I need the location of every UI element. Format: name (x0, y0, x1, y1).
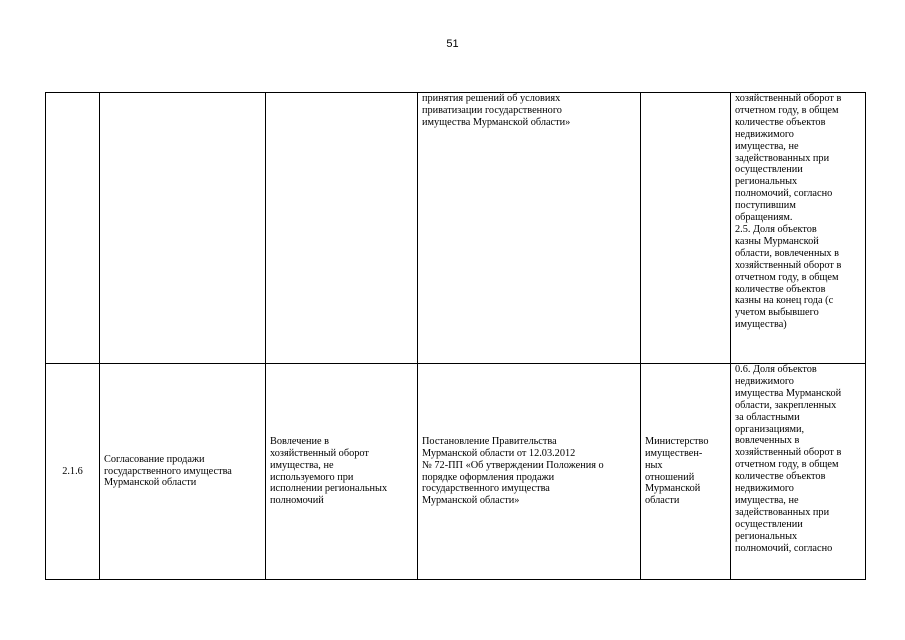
cell-indicators: хозяйственный оборот в отчетном году, в общем количестве объектов недвижимого имущества, не задействованных при осуществлении региональных полномочий, согласно поступившим обращениям. 2.5. Доля объектов казны Мурманской области, вовлеченных в хозяйственный оборот в отчетном году, в общем количестве объектов казны на конец года (с учетом выбывшего имущества) (731, 93, 866, 364)
cell-direction (266, 93, 418, 364)
cell-number: 2.1.6 (46, 364, 100, 580)
cell-document: принятия решений об условиях приватизации государственного имущества Мурманской области» (418, 93, 641, 364)
cell-executor (641, 93, 731, 364)
cell-event (100, 93, 266, 364)
page-number: 51 (446, 38, 459, 50)
measures-table (45, 92, 866, 580)
cell-document: Постановление Правительства Мурманской области от 12.03.2012 № 72-ПП «Об утверждении Положения о порядке оформления продажи государственного имущества Мурманской области» (418, 364, 641, 580)
cell-indicators: 0.6. Доля объектов недвижимого имущества Мурманской области, закрепленных за областными организациями, вовлеченных в хозяйственный оборот в отчетном году, в общем количестве объектов недвижимого имущества, не задействованных при осуществлении региональных полномочий, согласно (731, 364, 866, 580)
table-row (46, 364, 866, 580)
cell-direction: Вовлечение в хозяйственный оборот имущества, не используемого при исполнении региональных полномочий (266, 364, 418, 580)
cell-number (46, 93, 100, 364)
cell-event: Согласование продажи государственного имущества Мурманской области (100, 364, 266, 580)
table-row (46, 93, 866, 364)
cell-executor: Министерство имуществен- ных отношений Мурманской области (641, 364, 731, 580)
